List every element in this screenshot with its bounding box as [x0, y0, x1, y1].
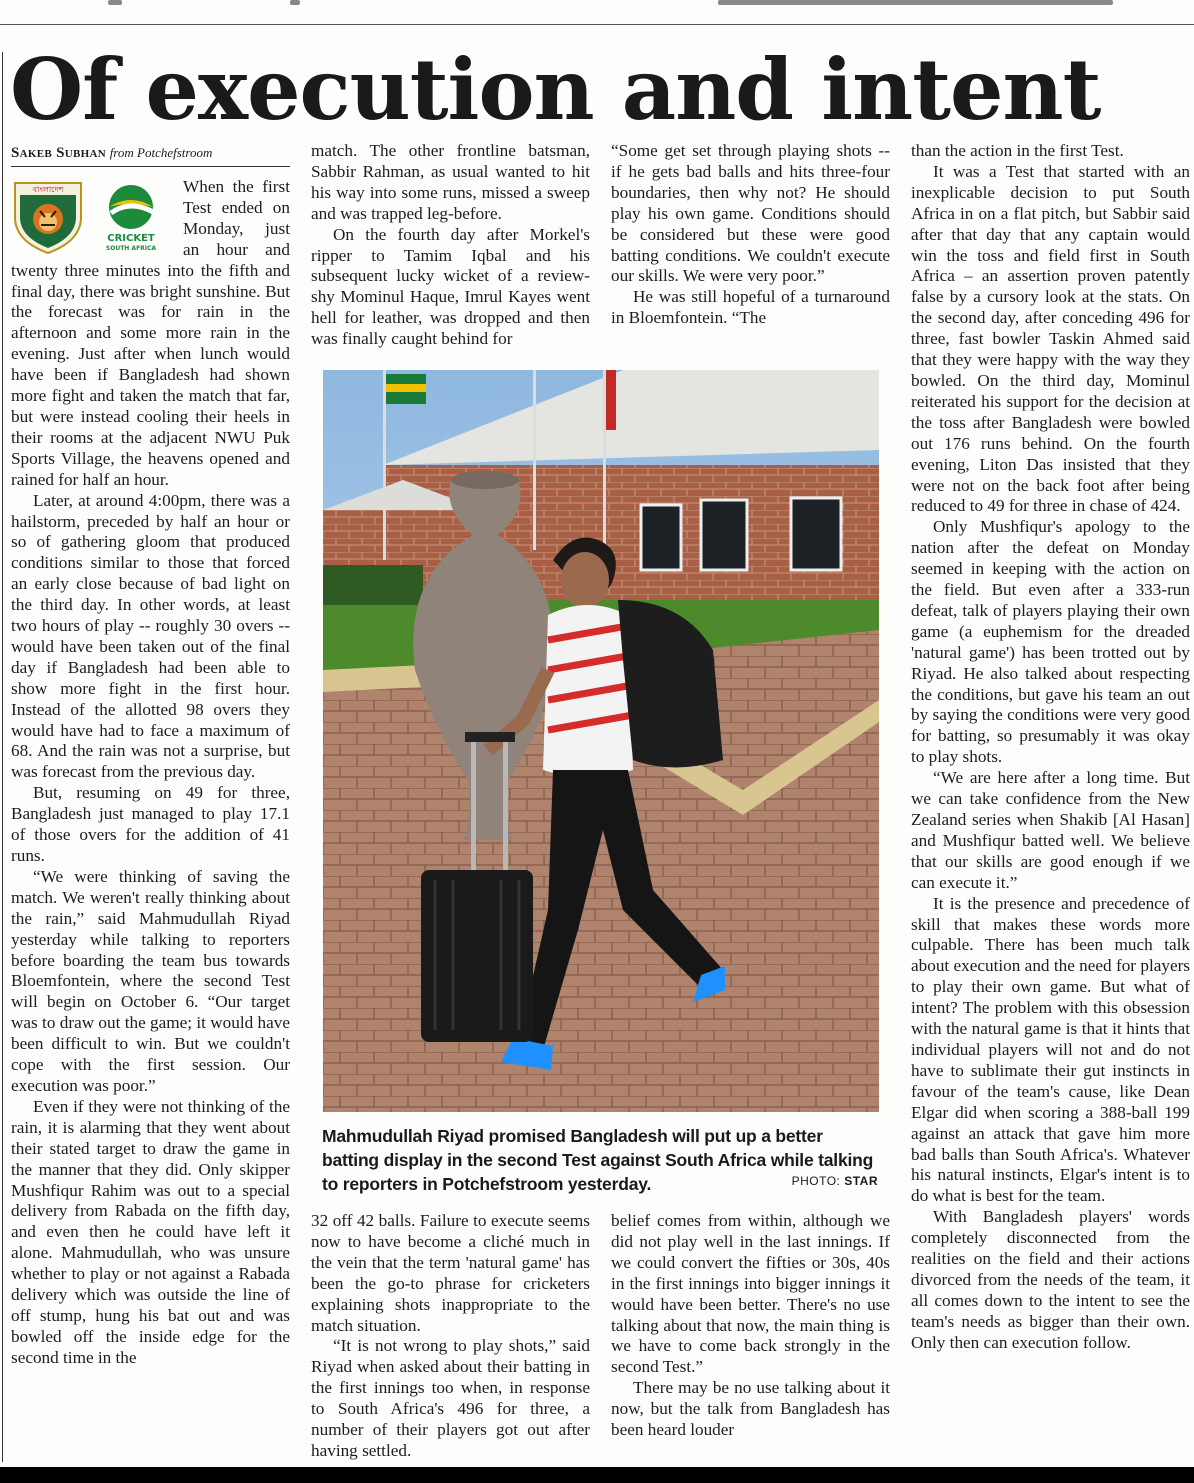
paragraph: 32 off 42 balls. Failure to execute seems now to have become a cliché much in the vein that the term 'natural game' has been the go-to phrase for cricketers explaining shots inappropriate to the match situation.: [311, 1211, 590, 1335]
paragraph: “We were thinking of saving the match. We weren't really thinking about the rain,” said Mahmudullah Riyad yesterday while talking to reporters before boarding the team bus towards Bloemfontein, where the second Test will begin on October 6. “Our target was to draw out the game; it would have been difficult to win. But we couldn't cope with the first session. Our execution was poor.”: [11, 866, 290, 1095]
paragraph: Even if they were not thinking of the rain, it is alarming that they went about their stated target to draw the game in the manner that they did. Only skipper Mushfiqur Rahim was out to a special delivery from Rabada on the fifth day, and even then he could have left it alone. Mahmudullah, who was unsure whether to play or not against a Rabada delivery which was outside the line of off stump, hung his bat out and was bowled off the inside edge for the second time in the: [11, 1096, 290, 1367]
photo-caption: Mahmudullah Riyad promised Bangladesh will put up a better batting display in the second Test against South Africa while talking to reporters in Potchefstroom yesterday.: [322, 1126, 874, 1194]
paragraph: Only Mushfiqur's apology to the nation after the defeat on Monday seemed in keeping with the action on the field. But even after a 333-run defeat, talk of players playing their own game (a euphemism for the dreaded 'natural game') has been trotted out by Riyad. He also talked about respecting the conditions, but gave his team an out by saying the conditions were very good for batting, so presumably it was okay to play shots.: [911, 517, 1190, 767]
article-column-2-bottom: [311, 1211, 590, 1462]
paragraph: But, resuming on 49 for three, Bangladesh just managed to play 17.1 of those overs for the addition of 41 runs.: [11, 783, 290, 865]
news-photo: [323, 370, 879, 1112]
photo-credit: [792, 1169, 878, 1193]
photo-caption-block: [322, 1124, 880, 1196]
csa-logo-line2: SOUTH AFRICA: [105, 245, 157, 252]
cricket-south-africa-logo: [106, 185, 156, 252]
byline: [11, 143, 290, 167]
photo-credit-label: PHOTO:: [791, 1174, 841, 1188]
paragraph: “Some get set through playing shots -- if he gets bad balls and hits three-four boundaries, then why not? He should play his own game. Conditions should be considered but these were good batting conditions. We couldn't execute our skills. We were very poor.”: [611, 141, 890, 286]
paragraph: belief comes from within, although we did not play well in the last innings. If we could convert the fifties or 30s, 40s in the first innings into bigger innings it would have been better. There's no use talking about that now, the main thing is we have to come back strongly in the second Test.”: [611, 1211, 890, 1377]
logos: [11, 177, 177, 255]
paragraph: Later, at around 4:00pm, there was a hailstorm, preceded by half an hour or so of gathering gloom that produced conditions similar to those that forced an early close because of bad light on the third day. In other words, at least two hours of play -- roughly 30 overs -- would have been taken out of the final day if Bangladesh had been able to show more fight in the first hour. Instead of the allotted 98 overs they would have had to face a maximum of 68. And the rain was not a surprise, but was forecast from the previous day.: [11, 490, 290, 782]
cropped-text-fragment: [718, 0, 1113, 5]
paragraph: It was a Test that started with an inexplicable decision to put South Africa in on a flat pitch, but Sabbir said after that day that any captain would win the toss and field first in South Africa – an assertion proven patently false by a cursory look at the stats. On the second day, after conceding 496 for three, fast bowler Taskin Ahmed said that they were happy with the way they bowled. On the third day, Mominul reiterated his support for the decision at the toss after Bangladesh were bowled out 176 runs behind. On the fourth evening, Liton Das insisted that they were not on the back foot after being reduced to 49 for three in chase of 424.: [911, 161, 1190, 516]
paragraph: There may be no use talking about it now, but the talk from Bangladesh has been heard louder: [611, 1378, 890, 1440]
article-column-4: [911, 141, 1190, 1354]
paragraph: He was still hopeful of a turnaround in Bloemfontein. “The: [611, 287, 890, 328]
paragraph: “It is not wrong to play shots,” said Riyad when asked about their batting in the first innings too when, in response to South Africa's 496 for three, a number of their players got out after having settled.: [311, 1336, 590, 1460]
paragraph: than the action in the first Test.: [911, 141, 1124, 160]
byline-location: from Potchefstroom: [109, 145, 213, 160]
page-left-rule: [2, 52, 3, 1462]
cropped-text-fragment: [108, 0, 122, 5]
csa-logo-line1: CRICKET: [107, 233, 155, 244]
paragraph: “We are here after a long time. But we can take confidence from the New Zealand series when Shakib [Al Hasan] and Mushfiqur batted well. We believe that our skills are good enough if we can execute it.”: [911, 768, 1190, 892]
bangladesh-cricket-board-logo: [15, 183, 81, 253]
article-column-3-top: [611, 141, 890, 329]
paragraph: With Bangladesh players' words completely disconnected from the realities on the field and their actions divorced from the needs of the team, it all comes down to the intent to see the team's needs as bigger than their own. Only then can execution follow.: [911, 1207, 1190, 1352]
paragraph: match. The other frontline batsman, Sabbir Rahman, as usual wanted to hit his way into some runs, missed a sweep and was trapped leg-before.: [311, 141, 590, 223]
photo-credit-source: STAR: [844, 1174, 878, 1188]
author-name: Sakeb Subhan: [11, 145, 106, 161]
paragraph: When the first Test ended on Monday, just an hour and twenty three minutes into the fifth and final day, there was bright sunshine. But the forecast was for rain in the afternoon and some more rain in the evening. Just after when lunch would have been if Bangladesh had shown more fight and taken the match that far, but were instead cooling their heels in their rooms at the adjacent NWU Puk Sports Village, the heavens opened and rained for half an hour.: [11, 177, 290, 489]
team-logos-graphic: [11, 177, 177, 255]
bcb-logo-lettering: বাংলাদেশ: [32, 185, 64, 194]
photo-illustration: [323, 370, 879, 1112]
paragraph: It is the presence and precedence of skill that makes these words more culpable. There has been much talk about execution and the need for players to play their own game. But what of intent? The problem with this obsession with the natural game is that it hints that individual players will not and do not have to sublimate their gut instincts in favour of the team's cause, like Dean Elgar did when scoring a 388-ball 199 against an attack that gave him more bad balls than South Africa's. Whatever his natural instincts, Elgar's intent is to do what is best for the team.: [911, 893, 1190, 1206]
previous-page-strip: [0, 0, 1194, 25]
headline: Of execution and intent: [10, 40, 1101, 139]
cropped-text-fragment: [290, 0, 300, 5]
article-column-1: [11, 143, 290, 1369]
scan-bottom-edge: [0, 1467, 1194, 1483]
article-column-3-bottom: [611, 1211, 890, 1441]
paragraph: On the fourth day after Morkel's ripper to Tamim Iqbal and his subsequent lucky wicket of a review-shy Mominul Haque, Imrul Kayes went hell for leather, was dropped and then was finally caught behind for: [311, 224, 590, 349]
article-column-2-top: [311, 141, 590, 350]
